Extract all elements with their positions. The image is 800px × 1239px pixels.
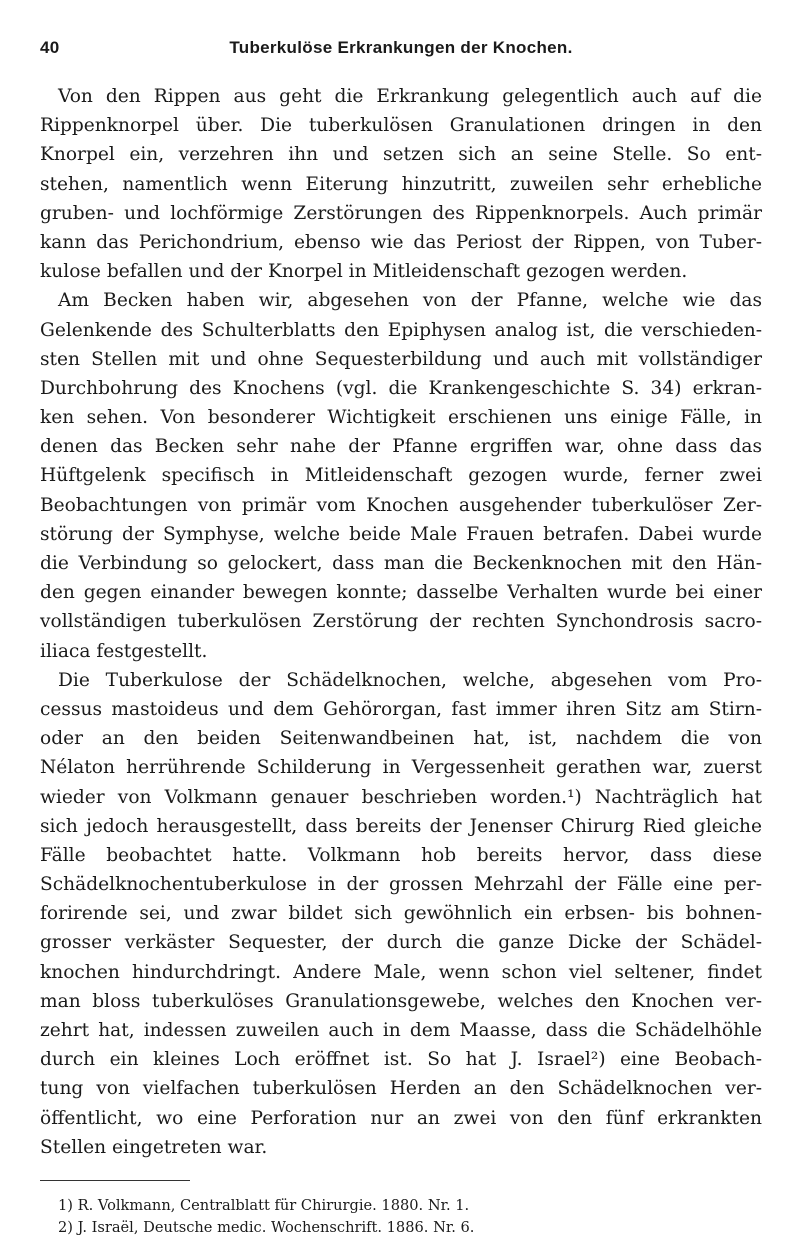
- text-line: grosser verkäster Sequester, der durch die ganze Dicke der Schädel-: [40, 932, 762, 954]
- footnote-2: 2) J. Israël, Deutsche medic. Wochenschrift. 1886. Nr. 6.: [58, 1218, 475, 1236]
- text-line: stehen, namentlich wenn Eiterung hinzutritt, zuweilen sehr erhebliche: [40, 173, 762, 195]
- text-line: man bloss tuberkulöses Granulationsgewebe, welches den Knochen ver-: [40, 990, 762, 1012]
- text-line: Von den Rippen aus geht die Erkrankung gelegentlich auch auf die: [58, 86, 762, 107]
- text-line: öffentlicht, wo eine Perforation nur an zwei von den fünf erkrankten: [40, 1107, 762, 1129]
- body-text: [40, 82, 762, 1162]
- text-line: knochen hindurchdringt. Andere Male, wenn schon viel seltener, findet: [40, 961, 762, 983]
- text-line: vollständigen tuberkulösen Zerstörung der rechten Synchondrosis sacro-: [40, 611, 762, 633]
- text-line: ken sehen. Von besonderer Wichtigkeit erschienen uns einige Fälle, in: [40, 407, 762, 429]
- text-line: Fälle beobachtet hatte. Volkmann hob bereits hervor, dass diese: [40, 844, 762, 866]
- text-line: kulose befallen und der Knorpel in Mitleidenschaft gezogen werden.: [40, 261, 688, 283]
- running-header: [40, 38, 762, 62]
- page-number: 40: [40, 38, 60, 57]
- text-line: cessus mastoideus und dem Gehörorgan, fast immer ihren Sitz am Stirn-: [40, 698, 762, 720]
- text-line: iliaca festgestellt.: [40, 640, 208, 662]
- text-line: Hüftgelenk specifisch in Mitleidenschaft gezogen wurde, ferner zwei: [40, 465, 762, 487]
- text-line: Am Becken haben wir, abgesehen von der Pfanne, welche wie das: [58, 290, 762, 312]
- paragraph-becken: [40, 286, 762, 665]
- text-line: sten Stellen mit und ohne Sequesterbildung und auch mit vollständiger: [40, 348, 762, 370]
- footnote-1: 1) R. Volkmann, Centralblatt für Chirurgie. 1880. Nr. 1.: [58, 1196, 470, 1214]
- text-line: gruben- und lochförmige Zerstörungen des Rippenknorpels. Auch primär: [40, 202, 762, 224]
- text-line: die Verbindung so gelockert, dass man die Beckenknochen mit den Hän-: [40, 553, 762, 574]
- text-line: forirende sei, und zwar bildet sich gewöhnlich ein erbsen- bis bohnen-: [40, 903, 762, 925]
- book-page: [40, 38, 762, 1239]
- text-line: störung der Symphyse, welche beide Male Frauen betrafen. Dabei wurde: [40, 523, 762, 545]
- footnotes: [40, 1195, 762, 1239]
- running-title: Tuberkulöse Erkrankungen der Knochen.: [229, 38, 573, 57]
- text-line: zehrt hat, indessen zuweilen auch in dem Maasse, dass die Schädelhöhle: [40, 1020, 762, 1041]
- text-line: wieder von Volkmann genauer beschrieben worden.¹) Nachträglich hat: [40, 786, 762, 808]
- text-line: Gelenkende des Schulterblatts den Epiphysen analog ist, die verschieden-: [40, 319, 762, 341]
- text-line: denen das Becken sehr nahe der Pfanne ergriffen war, ohne dass das: [40, 436, 762, 458]
- paragraph-rippenknorpel: [40, 82, 762, 286]
- text-line: Knorpel ein, verzehren ihn und setzen sich an seine Stelle. So ent-: [40, 144, 762, 166]
- footnote-rule: [40, 1180, 190, 1181]
- text-line: kann das Perichondrium, ebenso wie das Periost der Rippen, von Tuber-: [40, 231, 762, 253]
- text-line: durch ein kleines Loch eröffnet ist. So hat J. Israel²) eine Beobach-: [40, 1049, 762, 1071]
- text-line: Nélaton herrührende Schilderung in Vergessenheit gerathen war, zuerst: [40, 757, 762, 779]
- text-line: sich jedoch herausgestellt, dass bereits der Jenenser Chirurg Ried gleiche: [40, 815, 762, 837]
- text-line: den gegen einander bewegen konnte; dasselbe Verhalten wurde bei einer: [40, 582, 762, 604]
- text-line: Rippenknorpel über. Die tuberkulösen Granulationen dringen in den: [40, 115, 762, 137]
- text-line: tung von vielfachen tuberkulösen Herden an den Schädelknochen ver-: [40, 1078, 762, 1100]
- paragraph-schaedelknochen: [40, 666, 762, 1162]
- text-line: Durchbohrung des Knochens (vgl. die Krankengeschichte S. 34) erkran-: [40, 377, 762, 399]
- text-line: Die Tuberkulose der Schädelknochen, welche, abgesehen vom Pro-: [58, 669, 762, 691]
- text-line: Schädelknochentuberkulose in der grossen Mehrzahl der Fälle eine per-: [40, 874, 762, 896]
- text-line: oder an den beiden Seitenwandbeinen hat, ist, nachdem die von: [40, 728, 762, 750]
- text-line: Beobachtungen von primär vom Knochen ausgehender tuberkulöser Zer-: [40, 494, 762, 516]
- text-line: Stellen eingetreten war.: [40, 1136, 268, 1158]
